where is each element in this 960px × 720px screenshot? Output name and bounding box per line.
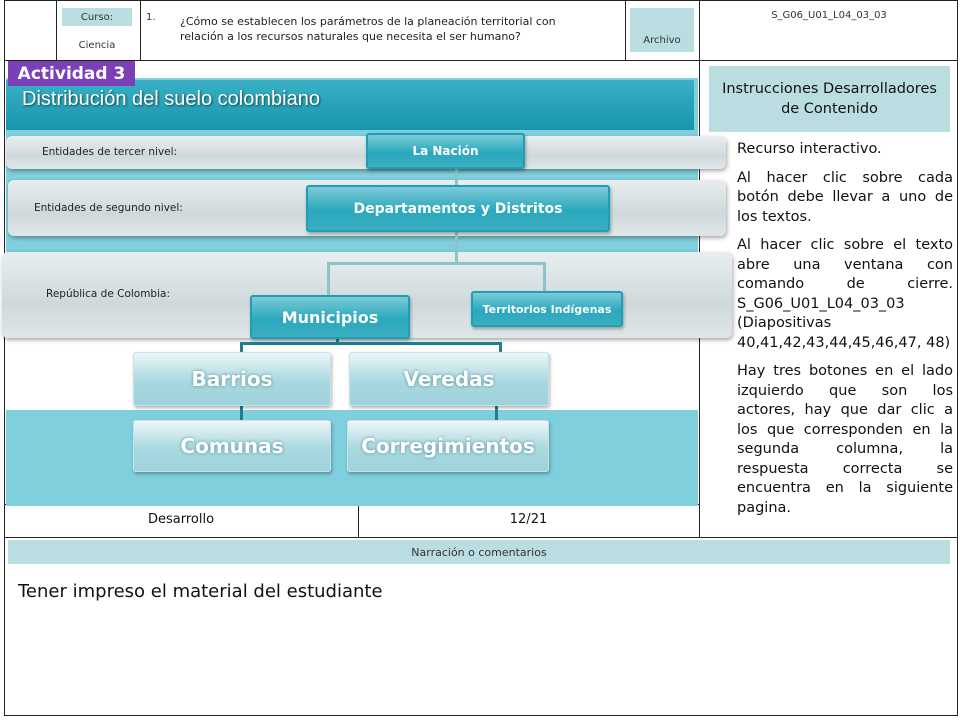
instructions-body <box>737 140 953 527</box>
connector-bottom-horizontal <box>240 342 502 345</box>
table-border-top <box>4 0 958 1</box>
connector-left-down <box>327 262 330 296</box>
instructions-header: Instrucciones Desarrolladores de Contenido <box>709 66 950 132</box>
connector-barrios-comunas <box>240 404 243 420</box>
band-tercer-label: Entidades de tercer nivel: <box>42 146 178 158</box>
band-republica-label: República de Colombia: <box>46 288 170 300</box>
box-barrios[interactable]: Barrios <box>133 352 331 406</box>
file-label: Archivo <box>643 35 681 46</box>
file-label-cell <box>630 8 694 52</box>
header-col-divider-3 <box>625 0 626 61</box>
box-veredas[interactable]: Veredas <box>349 352 549 406</box>
header-row-divider <box>4 60 958 61</box>
narration-row-top <box>4 537 958 538</box>
narration-text: Tener impreso el material del estudiante <box>18 581 383 602</box>
instruction-paragraph-2: Al hacer clic sobre cada botón debe llevar a uno de los textos. <box>737 169 953 225</box>
connector-barrios <box>240 342 243 352</box>
box-comunas[interactable]: Comunas <box>133 420 331 472</box>
box-corregimientos[interactable]: Corregimientos <box>347 420 549 472</box>
instruction-paragraph-3: Al hacer clic sobre el texto abre una ventana con comando de cierre. S_G06_U01_L04_03_03 (Diapositivas 40,41,42,43,44,45,46,47, 48) <box>737 237 953 351</box>
box-departamentos[interactable]: Departamentos y Distritos <box>306 185 610 232</box>
connector-right-down <box>543 262 546 292</box>
connector-dept-down <box>455 228 458 264</box>
course-label: Curso: <box>80 11 114 23</box>
slide-title: Distribución del suelo colombiano <box>22 88 320 110</box>
question-text: ¿Cómo se establecen los parámetros de la planeación territorial con relación a los recursos naturales que necesita el ser humano? <box>180 15 556 43</box>
course-value: Ciencia <box>78 40 116 51</box>
file-code: S_G06_U01_L04_03_03 <box>771 10 887 21</box>
connector-veredas-corregimientos <box>495 404 498 420</box>
connector-horizontal <box>327 262 546 265</box>
page-counter: 12/21 <box>509 512 548 527</box>
course-label-cell <box>62 8 132 26</box>
header-col-divider-1 <box>56 0 57 61</box>
connector-nacion-dept <box>455 166 458 186</box>
band-segundo-label: Entidades de segundo nivel: <box>34 202 183 214</box>
table-border-bottom <box>4 715 958 716</box>
box-municipios[interactable]: Municipios <box>250 295 410 339</box>
narration-header: Narración o comentarios <box>8 540 950 564</box>
connector-veredas <box>499 342 502 352</box>
table-border-left <box>4 0 5 716</box>
question-number: 1. <box>146 12 156 23</box>
table-border-right <box>957 0 958 716</box>
phase-label: Desarrollo <box>147 512 215 527</box>
instruction-paragraph-1: Recurso interactivo. <box>737 141 882 157</box>
header-col-divider-2 <box>140 0 141 61</box>
instruction-paragraph-4: Hay tres botones en el lado izquierdo que son los actores, hay que dar clic a los que corresponden en la segunda columna, la respuesta correcta se encuentra en la siguiente pagina. <box>737 363 953 516</box>
box-la-nacion[interactable]: La Nación <box>366 133 525 169</box>
activity-badge: Actividad 3 <box>8 61 135 86</box>
box-territorios-indigenas[interactable]: Territorios Indígenas <box>471 291 623 327</box>
